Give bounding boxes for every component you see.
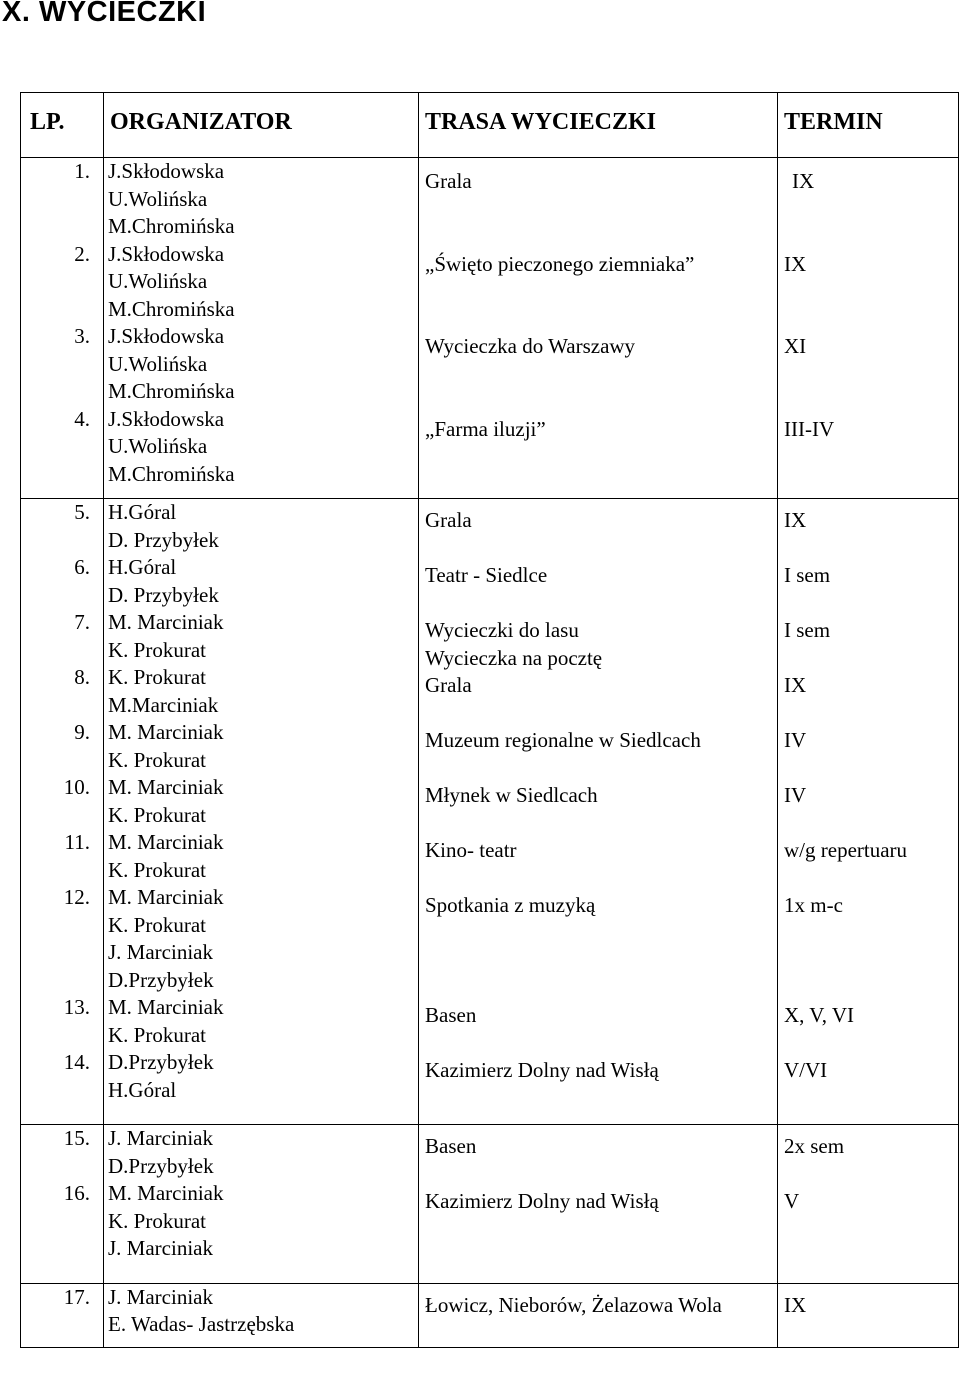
- header-route: TRASA WYCIECZKI: [419, 93, 778, 158]
- route-text: Kazimierz Dolny nad Wisłą: [425, 1189, 659, 1213]
- organizer-name: M.Chromińska: [108, 214, 235, 238]
- term-text: IX: [792, 169, 815, 193]
- organizer-name: J.Skłodowska: [108, 406, 225, 431]
- organizer-name: K. Prokurat: [108, 665, 206, 689]
- organizer-name: U.Wolińska: [108, 269, 208, 293]
- organizer-name: H.Góral: [108, 1077, 177, 1102]
- route-cell: [419, 499, 778, 1125]
- organizer-name: U.Wolińska: [108, 186, 208, 211]
- row-number: 1.: [74, 159, 90, 183]
- organizer-name: H.Góral: [108, 555, 177, 579]
- organizer-name: D.Przybyłek: [108, 1050, 214, 1074]
- term-cell: [778, 499, 959, 1125]
- term-cell: [778, 1125, 959, 1284]
- organizer-name: M. Marciniak: [108, 720, 224, 744]
- organizer-name: K. Prokurat: [108, 747, 206, 772]
- organizer-name: M.Chromińska: [108, 461, 235, 486]
- route-text: Młynek w Siedlcach: [425, 783, 598, 807]
- organizer-name: J. Marciniak: [108, 1236, 213, 1260]
- table-body: [21, 158, 959, 1348]
- organizer-cell: [104, 1283, 419, 1347]
- organizer-name: D.Przybyłek: [108, 1153, 214, 1178]
- organizer-name: D. Przybyłek: [108, 527, 219, 552]
- route-text: Muzeum regionalne w Siedlcach: [425, 728, 701, 752]
- route-text: Basen: [425, 1134, 477, 1158]
- table-header-row: [21, 93, 959, 158]
- organizer-name: J. Marciniak: [108, 1126, 213, 1150]
- organizer-cell: [104, 1125, 419, 1284]
- organizer-name: K. Prokurat: [108, 1022, 206, 1047]
- row-number: 13.: [63, 995, 90, 1019]
- term-text: XI: [784, 334, 807, 358]
- organizer-name: J. Marciniak: [108, 1284, 213, 1309]
- route-text: „Święto pieczonego ziemniaka”: [425, 251, 695, 276]
- row-number: 10.: [63, 775, 90, 799]
- term-text: IX: [784, 673, 807, 697]
- row-number: 3.: [74, 324, 90, 348]
- lp-cell: [21, 158, 104, 499]
- row-number: 14.: [63, 1050, 90, 1074]
- organizer-name: J.Skłodowska: [108, 241, 225, 266]
- row-number: 5.: [74, 500, 90, 524]
- organizer-name: M. Marciniak: [108, 995, 224, 1019]
- organizer-name: M. Marciniak: [108, 885, 224, 909]
- organizer-name: M.Marciniak: [108, 692, 219, 717]
- route-text: Wycieczka na pocztę: [425, 645, 603, 670]
- header-organizer: ORGANIZATOR: [104, 93, 419, 158]
- term-text: IX: [784, 1292, 807, 1317]
- route-text: Wycieczki do lasu: [425, 618, 579, 642]
- term-text: 1x m-c: [784, 893, 843, 917]
- route-cell: [419, 1283, 778, 1347]
- organizer-name: K. Prokurat: [108, 802, 206, 827]
- term-cell: [778, 158, 959, 499]
- organizer-name: M.Chromińska: [108, 296, 235, 321]
- excursions-table: [20, 92, 959, 1348]
- organizer-name: U.Wolińska: [108, 434, 208, 458]
- row-number: 15.: [63, 1126, 90, 1150]
- table-row-group: [21, 158, 959, 499]
- route-cell: [419, 1125, 778, 1284]
- term-text: V/VI: [784, 1058, 828, 1082]
- row-number: 2.: [74, 241, 90, 266]
- row-number: 8.: [74, 665, 90, 689]
- organizer-name: M. Marciniak: [108, 610, 224, 634]
- route-text: Łowicz, Nieborów, Żelazowa Wola: [425, 1292, 722, 1317]
- route-text: Grala: [425, 673, 472, 697]
- organizer-name: M. Marciniak: [108, 775, 224, 799]
- route-cell: [419, 158, 778, 499]
- organizer-name: M. Marciniak: [108, 1181, 224, 1205]
- term-text: X, V, VI: [784, 1003, 855, 1027]
- route-text: Teatr - Siedlce: [425, 563, 548, 587]
- term-text: IX: [784, 251, 807, 276]
- organizer-name: K. Prokurat: [108, 857, 206, 882]
- organizer-name: J.Skłodowska: [108, 159, 225, 183]
- term-text: V: [784, 1189, 800, 1213]
- organizer-name: E. Wadas- Jastrzębska: [108, 1312, 295, 1336]
- organizer-cell: [104, 158, 419, 499]
- row-number: 16.: [63, 1181, 90, 1205]
- route-text: Wycieczka do Warszawy: [425, 334, 636, 358]
- term-cell: [778, 1283, 959, 1347]
- header-lp: LP.: [21, 93, 104, 158]
- organizer-name: K. Prokurat: [108, 912, 206, 937]
- term-text: IX: [784, 508, 807, 532]
- route-text: Grala: [425, 169, 472, 193]
- route-text: Grala: [425, 508, 472, 532]
- lp-cell: [21, 1283, 104, 1347]
- organizer-name: M. Marciniak: [108, 830, 224, 854]
- term-text: w/g repertuaru: [784, 838, 908, 862]
- organizer-name: H.Góral: [108, 500, 177, 524]
- term-text: IV: [784, 783, 807, 807]
- lp-cell: [21, 499, 104, 1125]
- organizer-cell: [104, 499, 419, 1125]
- organizer-name: U.Wolińska: [108, 351, 208, 376]
- page-title: X. WYCIECZKI: [2, 0, 207, 28]
- table-row-group: [21, 1125, 959, 1284]
- term-text: 2x sem: [784, 1134, 845, 1158]
- term-text: I sem: [784, 563, 831, 587]
- row-number: 12.: [63, 885, 90, 909]
- term-text: IV: [784, 728, 807, 752]
- row-number: 6.: [74, 555, 90, 579]
- table-row-group: [21, 499, 959, 1125]
- organizer-name: J. Marciniak: [108, 940, 213, 964]
- organizer-name: K. Prokurat: [108, 637, 206, 662]
- term-text: III-IV: [784, 416, 835, 441]
- route-text: Kazimierz Dolny nad Wisłą: [425, 1058, 659, 1082]
- route-text: „Farma iluzji”: [425, 416, 546, 441]
- route-text: Basen: [425, 1003, 477, 1027]
- table-row-group: [21, 1283, 959, 1347]
- row-number: 4.: [74, 406, 90, 431]
- row-number: 17.: [63, 1284, 90, 1309]
- row-number: 11.: [64, 830, 90, 854]
- row-number: 9.: [74, 720, 90, 744]
- organizer-name: D.Przybyłek: [108, 967, 214, 992]
- route-text: Spotkania z muzyką: [425, 893, 596, 917]
- header-term: TERMIN: [778, 93, 959, 158]
- row-number: 7.: [74, 610, 90, 634]
- organizer-name: D. Przybyłek: [108, 582, 219, 607]
- route-text: Kino- teatr: [425, 838, 517, 862]
- organizer-name: M.Chromińska: [108, 379, 235, 403]
- term-text: I sem: [784, 618, 831, 642]
- organizer-name: J.Skłodowska: [108, 324, 225, 348]
- lp-cell: [21, 1125, 104, 1284]
- organizer-name: K. Prokurat: [108, 1208, 206, 1233]
